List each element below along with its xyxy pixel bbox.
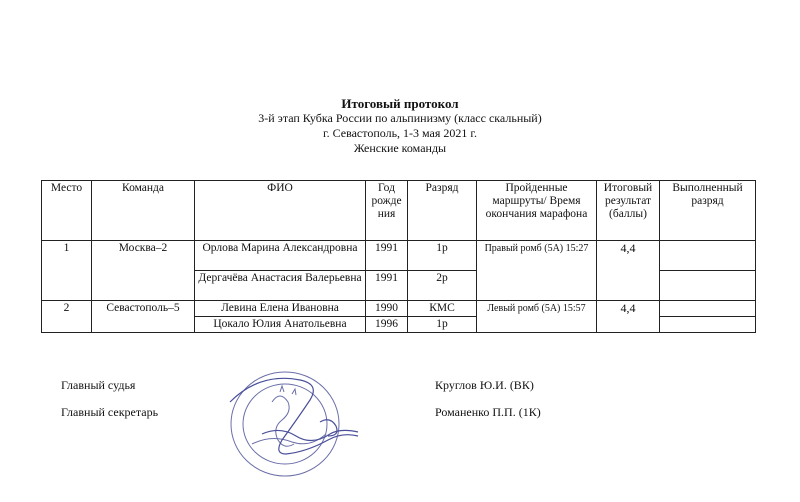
protocol-header	[0, 96, 800, 156]
table-row	[42, 241, 756, 271]
place-date: г. Севастополь, 1-3 мая 2021 г.	[323, 126, 477, 140]
achieved-rank-cell	[660, 317, 756, 333]
team-cell: Москва–2	[92, 241, 195, 301]
col-header-name: ФИО	[195, 181, 366, 241]
place-cell: 1	[42, 241, 92, 301]
member-name: Орлова Марина Александровна	[195, 241, 366, 271]
member-rank: 2р	[408, 271, 477, 301]
col-header-place: Место	[42, 181, 92, 241]
chief-judge-name: Круглов Ю.И. (ВК)	[435, 378, 534, 392]
result-cell: 4,4	[597, 301, 660, 333]
route-cell: Левый ромб (5А) 15:57	[477, 301, 597, 333]
member-rank: КМС	[408, 301, 477, 317]
stamp-emblem-top	[280, 386, 296, 395]
col-header-achieved-rank: Выполненный разряд	[660, 181, 756, 241]
achieved-rank-cell	[660, 301, 756, 317]
member-year: 1990	[366, 301, 408, 317]
category: Женские команды	[353, 141, 447, 155]
col-header-rank: Разряд	[408, 181, 477, 241]
chief-secretary-label: Главный секретарь	[61, 405, 159, 419]
table-row	[42, 301, 756, 317]
col-header-result: Итоговый результат (баллы)	[597, 181, 660, 241]
team-cell: Севастополь–5	[92, 301, 195, 333]
results-table	[41, 180, 756, 333]
chief-secretary-name: Романенко П.П. (1К)	[435, 405, 541, 419]
route-cell: Правый ромб (5А) 15:27	[477, 241, 597, 301]
result-cell: 4,4	[597, 241, 660, 301]
member-name: Дергачёва Анастасия Валерьевна	[195, 271, 366, 301]
chief-judge-label: Главный судья	[61, 378, 136, 392]
col-header-year: Год рожде ния	[366, 181, 408, 241]
stamp-outer-ring	[231, 372, 339, 476]
document-title: Итоговый протокол	[341, 96, 459, 111]
achieved-rank-cell	[660, 241, 756, 271]
member-year: 1996	[366, 317, 408, 333]
member-year: 1991	[366, 241, 408, 271]
stamp-inner-ring	[243, 384, 327, 464]
member-rank: 1р	[408, 317, 477, 333]
col-header-team: Команда	[92, 181, 195, 241]
stamp-emblem-base	[252, 434, 326, 444]
table-header-row	[42, 181, 756, 241]
place-cell: 2	[42, 301, 92, 333]
member-name: Цокало Юлия Анатольевна	[195, 317, 366, 333]
signature-stroke-3	[320, 420, 337, 436]
col-header-route: Пройденные маршруты/ Время окончания марафона	[477, 181, 597, 241]
member-name: Левина Елена Ивановна	[195, 301, 366, 317]
achieved-rank-cell	[660, 271, 756, 301]
event-name: 3-й этап Кубка России по альпинизму (класс скальный)	[258, 111, 542, 125]
official-stamp-and-signature	[222, 362, 372, 482]
member-year: 1991	[366, 271, 408, 301]
member-rank: 1р	[408, 241, 477, 271]
